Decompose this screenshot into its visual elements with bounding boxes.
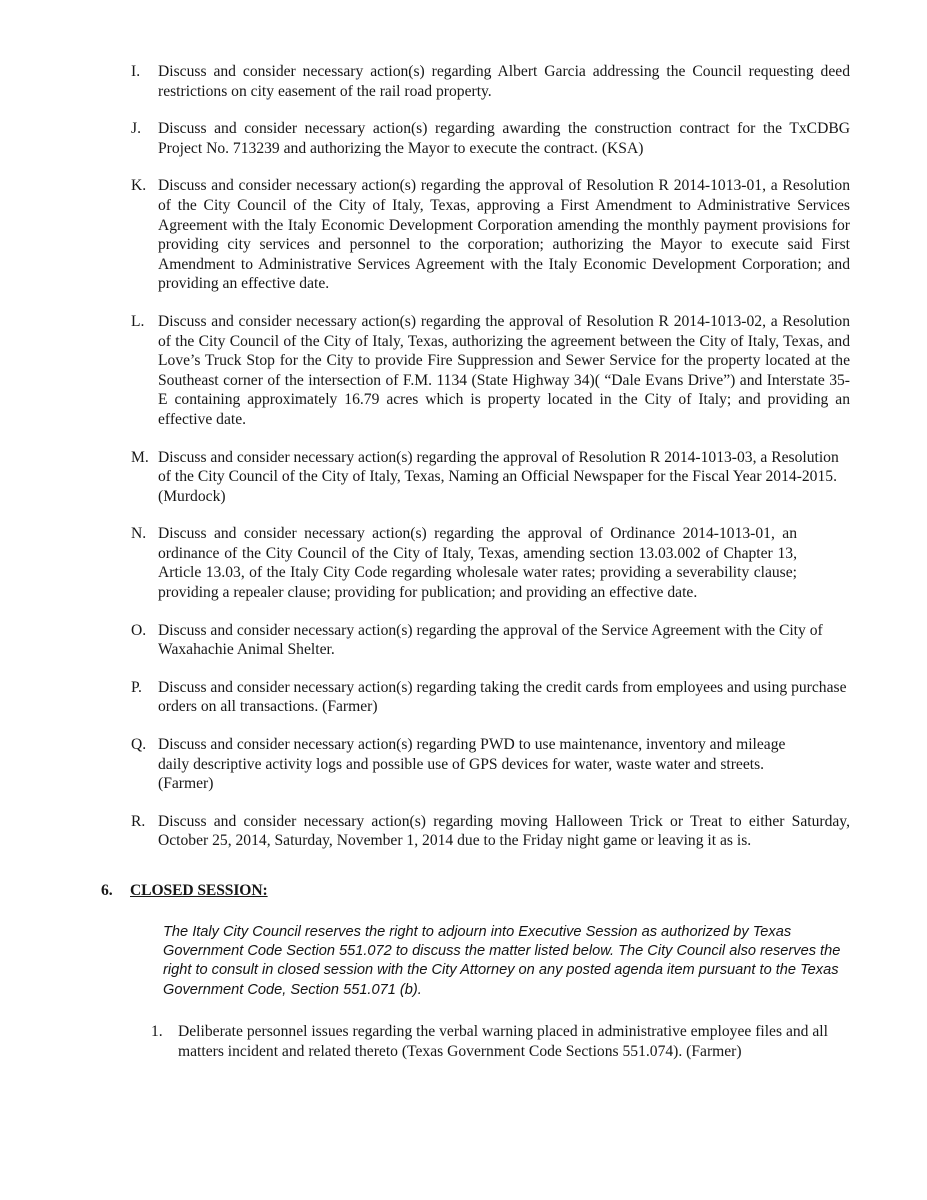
executive-session-notice: The Italy City Council reserves the right to adjourn into Executive Session as authorized by Texas Government Code Section 551.072 to discuss the matter listed below. The City Council also reserves the right to consult in closed session with the City Attorney on any posted agenda item pursuant to the Texas Government Code, Section 551.071 (b). [163,923,841,998]
agenda-item-marker: Q. [131,736,147,754]
agenda-item-p [0,678,927,717]
agenda-item-text: Discuss and consider necessary action(s) regarding taking the credit cards from employees and using purchase orders on all transactions. (Farmer) [158,678,847,716]
agenda-item-q [0,735,927,794]
agenda-item-marker: K. [131,177,147,195]
agenda-item-text: Discuss and consider necessary action(s) regarding PWD to use maintenance, inventory and mileage daily descriptive activity logs and possible use of GPS devices for water, waste water and streets. (Farmer) [158,736,786,793]
agenda-item-k [0,176,927,294]
agenda-item-m [0,448,927,507]
agenda-item-marker: J. [131,120,141,138]
agenda-item-text: Discuss and consider necessary action(s) regarding awarding the construction contract for the TxCDBG Project No. 713239 and authorizing the Mayor to execute the contract. (KSA) [158,120,850,157]
closed-session-item-list [0,1022,927,1061]
agenda-item-text: Discuss and consider necessary action(s) regarding moving Halloween Trick or Treat to either Saturday, October 25, 2014, Saturday, November 1, 2014 due to the Friday night game or leaving it as is. [158,812,850,850]
agenda-item-marker: M. [131,448,149,466]
agenda-item-marker: N. [131,525,147,543]
agenda-item-l [0,312,927,430]
agenda-item-list [0,62,927,851]
closed-session-item-text: Deliberate personnel issues regarding the verbal warning placed in administrative employee files and all matters incident and related thereto (Texas Government Code Sections 551.074). (Farmer) [178,1023,828,1060]
agenda-item-text: Discuss and consider necessary action(s) regarding the approval of Resolution R 2014-1013-02, a Resolution of the City Council of the City of Italy, Texas, authorizing the agreement between the City of Italy, Texas, and Love’s Truck Stop for the City to provide Fire Suppression and Sewer Service for the property located at the Southeast corner of the intersection of F.M. 1134 (State Highway 34)( “Dale Evans Drive”) and Interstate 35-E containing approximately 16.79 acres which is property located in the City of Italy; and providing an effective date. [158,312,850,428]
section-number: 6. [101,882,113,899]
agenda-item-marker: I. [131,63,141,80]
agenda-item-text: Discuss and consider necessary action(s) regarding the approval of Resolution R 2014-1013-01, a Resolution of the City Council of the City of Italy, Texas, approving a First Amendment to Administrative Services Agreement with the Italy Economic Development Corporation amending the monthly payment provisions for providing city services and personnel to the corporation; authorizing the Mayor to execute said First Amendment to Administrative Services Agreement with the Italy Economic Development Corporation; and providing an effective date. [158,177,850,293]
agenda-item-text: Discuss and consider necessary action(s) regarding the approval of the Service Agreement with the City of Waxahachie Animal Shelter. [158,621,823,659]
agenda-item-marker: L. [131,312,145,330]
agenda-item-i [0,62,927,101]
closed-session-heading [0,881,927,901]
agenda-item-text: Discuss and consider necessary action(s) regarding the approval of Resolution R 2014-1013-03, a Resolution of the City Council of the City of Italy, Texas, Naming an Official Newspaper for the Fiscal Year 2014-2015. (Murdock) [158,448,839,505]
section-title: CLOSED SESSION: [130,882,268,899]
agenda-item-j [0,119,927,158]
agenda-item-o [0,621,927,660]
closed-session-item-1 [0,1022,927,1061]
agenda-item-n [0,524,927,602]
agenda-item-r [0,812,927,851]
agenda-item-text: Discuss and consider necessary action(s) regarding the approval of Ordinance 2014-1013-01, an ordinance of the City Council of the City of Italy, Texas, amending section 13.03.002 of Chapter 13, Article 13.03, of the Italy City Code regarding wholesale water rates; providing a severability clause; providing a repealer clause; providing for publication; and providing an effective date. [158,525,797,602]
closed-session-item-marker: 1. [151,1023,163,1041]
agenda-item-marker: O. [131,621,147,639]
agenda-item-text: Discuss and consider necessary action(s) regarding Albert Garcia addressing the Council requesting deed restrictions on city easement of the rail road property. [158,63,850,100]
agenda-item-marker: P. [131,678,142,696]
agenda-item-marker: R. [131,812,146,830]
